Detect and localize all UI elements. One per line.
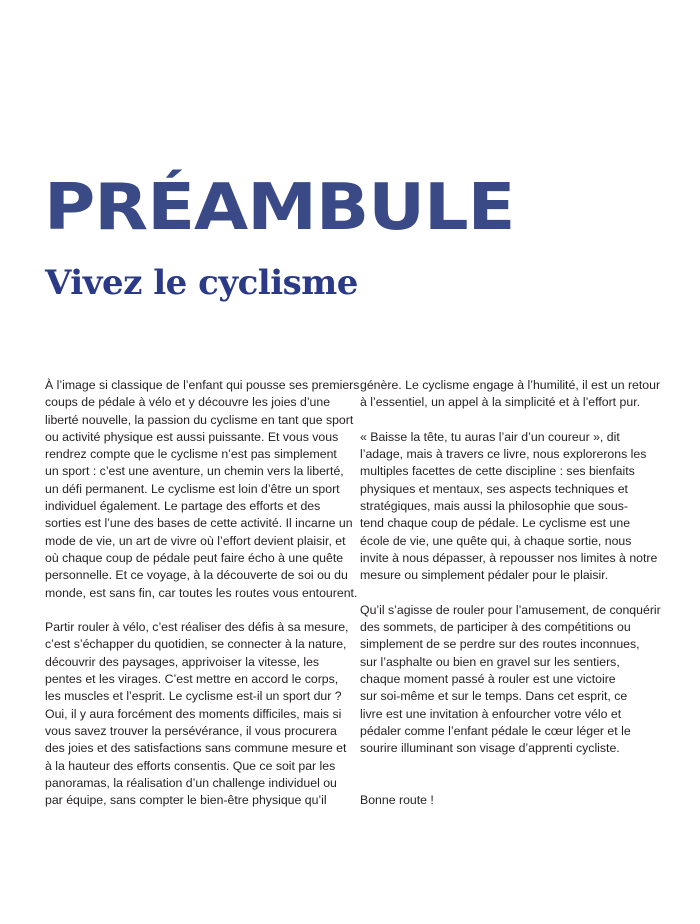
body-column-left (45, 377, 360, 809)
text-line: des joies et des satisfactions sans commune mesure et (45, 741, 347, 756)
text-line: un sport : c’est une aventure, un chemin vers la liberté, (45, 464, 344, 479)
text-line: découvrir des paysages, apprivoiser la vitesse, les (45, 654, 320, 669)
text-line: personnelle. Et ce voyage, à la découverte de soi ou du (45, 568, 348, 583)
text-line: mesure ou simplement pédaler pour le plaisir. (360, 568, 609, 583)
paragraph-gap (360, 585, 660, 602)
text-line: pédaler comme l’enfant pédale le cœur léger et le (360, 723, 631, 738)
text-line: sur l’asphalte ou bien en gravel sur les sentiers, (360, 654, 620, 669)
text-line: un défi permanent. Le cyclisme est loin d’être un sport (45, 481, 340, 496)
text-line: panoramas, la réalisation d’un challenge individuel ou (45, 775, 337, 790)
text-line: Oui, il y aura forcément des moments difficiles, mais si (45, 706, 342, 721)
text-line: génère. Le cyclisme engage à l’humilité, il est un retour (360, 378, 661, 392)
paragraph-gap (45, 602, 345, 619)
text-line: des sommets, de participer à des compétitions ou (360, 620, 631, 635)
text-line: pentes et les virages. C’est mettre en accord le corps, (45, 672, 339, 687)
body-column-right (360, 377, 660, 809)
text-line: à l’essentiel, un appel à la simplicité et à l’effort pur. (360, 395, 641, 410)
paragraph-gap (360, 412, 660, 429)
text-line: les muscles et l’esprit. Le cyclisme est-il un sport dur ? (45, 689, 342, 704)
text-line: monde, est sans fin, car toutes les routes vous entourent. (45, 585, 358, 600)
text-line: Qu’il s’agisse de rouler pour l’amusement, de conquérir (360, 602, 661, 617)
text-line: école de vie, une quête qui, à chaque sortie, nous (360, 533, 632, 548)
text-line: par équipe, sans compter le bien-être physique qu’il (45, 793, 327, 808)
text-line: ou activité physique est aussi puissante. Et vous vous (45, 429, 339, 444)
text-line: sourire illuminant son visage d’apprenti cycliste. (360, 741, 620, 756)
text-line: À l’image si classique de l’enfant qui pousse ses premiers (45, 378, 360, 392)
text-line: Bonne route ! (360, 793, 434, 808)
text-line: simplement de se perdre sur des routes inconnues, (360, 637, 640, 652)
text-line: sur soi-même et sur le temps. Dans cet esprit, ce (360, 689, 628, 704)
text-line: physiques et mentaux, ses aspects techniques et (360, 481, 628, 496)
text-line: chaque moment passé à rouler est une victoire (360, 672, 616, 687)
text-line: l’adage, mais à travers ce livre, nous explorerons les (360, 447, 647, 462)
text-line: Partir rouler à vélo, c’est réaliser des défis à sa mesure, (45, 620, 349, 635)
text-line: individuel également. Le partage des efforts et des (45, 499, 321, 514)
paragraph-gap (360, 775, 660, 792)
text-line: livre est une invitation à enfourcher votre vélo et (360, 706, 622, 721)
text-line: vous savez trouver la persévérance, il vous procurera (45, 723, 337, 738)
text-line: à la hauteur des efforts consentis. Que ce soit par les (45, 758, 336, 773)
text-line: rendrez compte que le cyclisme n’est pas simplement (45, 447, 337, 462)
paragraph-gap (360, 758, 660, 775)
text-line: liberté nouvelle, la passion du cyclisme en tant que sport (45, 412, 354, 427)
text-line: mode de vie, un art de vivre où l’effort devient plaisir, et (45, 533, 346, 548)
text-line: multiples facettes de cette discipline : ses bienfaits (360, 464, 635, 479)
text-line: sorties est l’une des bases de cette activité. Il incarne un (45, 516, 353, 531)
text-line: où chaque coup de pédale peut faire écho à une quête (45, 550, 344, 565)
text-line: stratégiques, mais aussi la philosophie que sous- (360, 499, 628, 514)
text-line: invite à nous dépasser, à repousser nos limites à notre (360, 550, 658, 565)
page-subtitle: Vivez le cyclisme (45, 263, 358, 303)
text-line: c’est s’échapper du quotidien, se connecter à la nature, (45, 637, 347, 652)
page-title: PRÉAMBULE (44, 169, 515, 245)
text-line: coups de pédale à vélo et y découvre les joies d’une (45, 395, 331, 410)
text-line: tend chaque coup de pédale. Le cyclisme est une (360, 516, 631, 531)
text-line: « Baisse la tête, tu auras l’air d’un coureur », dit (360, 429, 620, 444)
